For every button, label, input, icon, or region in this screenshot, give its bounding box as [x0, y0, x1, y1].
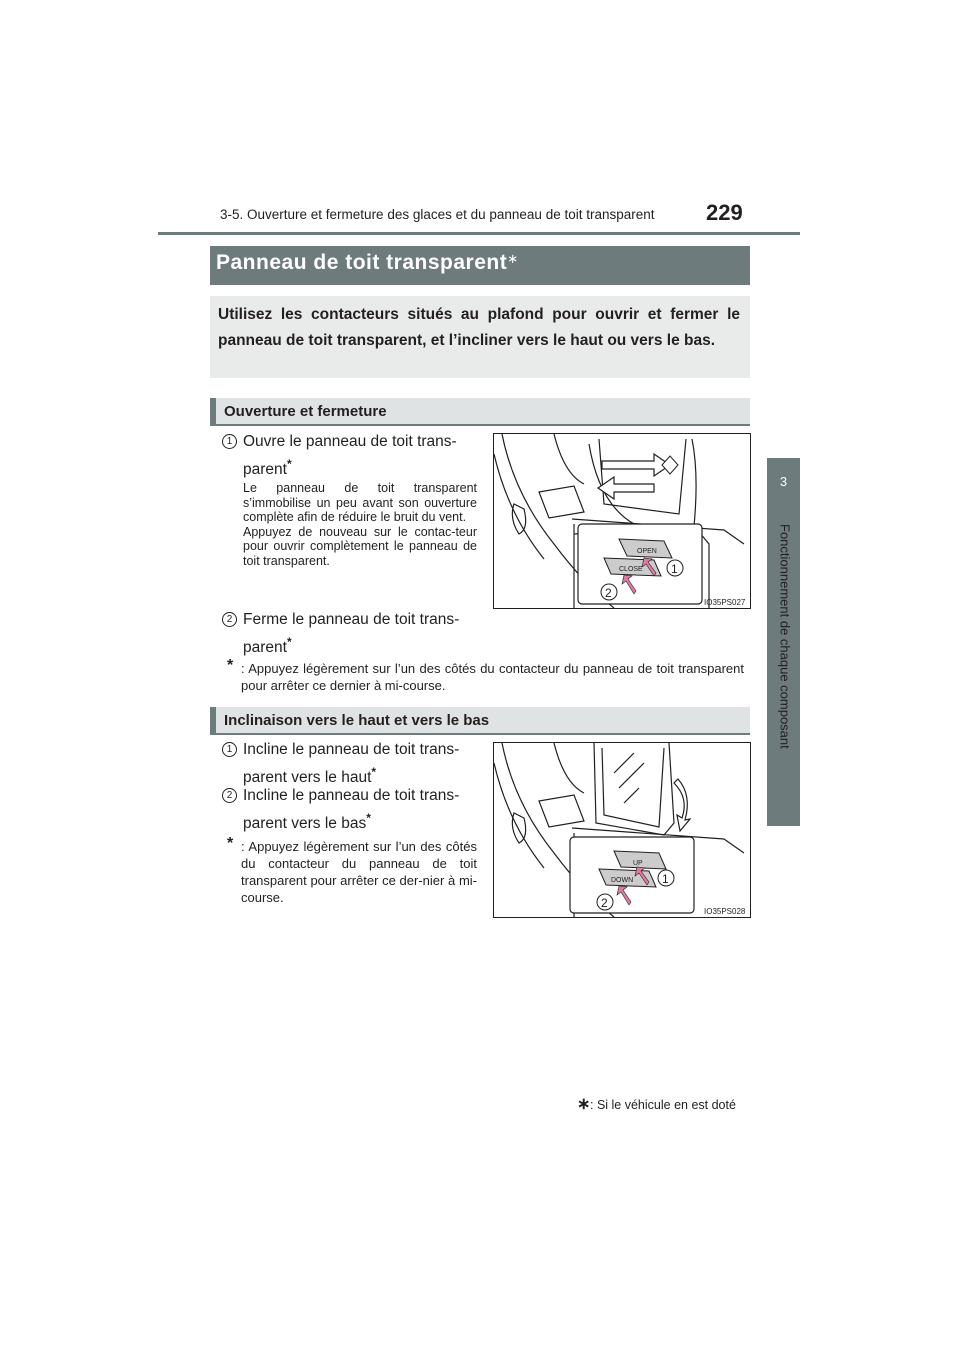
bottom-note-star: ∗: [577, 1096, 591, 1113]
step-number-circle: 2: [222, 612, 237, 627]
section-title-opening: Ouverture et fermeture: [224, 403, 387, 420]
illustration-tilt-drawing: [494, 743, 750, 917]
step-tilt-down-line2: [243, 807, 459, 835]
open-button-label: OPEN: [637, 548, 657, 555]
step-tilt-down-line2-text: parent vers le bas: [243, 815, 367, 833]
illustration-open-close-drawing: [494, 434, 750, 608]
chapter-side-label-text: Fonctionnement de chaque composant: [777, 524, 793, 749]
page-number: 229: [706, 200, 743, 225]
step-tilt-down: [243, 785, 459, 835]
callout-2: 2: [605, 586, 612, 600]
illustration-tilt: [493, 742, 751, 918]
step-tilt-up-line2-text: parent vers le haut: [243, 769, 372, 787]
step-number-circle: 1: [222, 434, 237, 449]
step-open: [243, 431, 457, 481]
step-open-line2-text: parent: [243, 461, 287, 479]
step-open-note-text: Le panneau de toit transparent s’immobilise un peu avant son ouverture complète afin de réduire le bruit du vent.: [243, 481, 477, 524]
step-open-line2: [243, 453, 457, 481]
step-close-line2: [243, 631, 459, 659]
illustration-open-close: [493, 433, 751, 609]
close-button-label: CLOSE: [619, 566, 643, 573]
callout-1: 1: [662, 872, 669, 886]
footnote-tilt: [227, 835, 477, 906]
footnote-tilt-text: : Appuyez légèrement sur l’un des côtés du contacteur du panneau de toit transparent pour arrêter ce der-nier à mi-course.: [241, 839, 477, 905]
chapter-side-label: [770, 524, 800, 824]
step-open-line1: Ouvre le panneau de toit trans-: [243, 433, 457, 450]
bottom-note: : Si le véhicule en est doté: [590, 1098, 736, 1112]
footnote-ref: *: [371, 765, 377, 779]
chapter-tab-number: 3: [779, 474, 788, 489]
footnote-star: *: [227, 835, 234, 852]
optional-equipment-mark: ∗: [507, 251, 519, 266]
intro-text: Utilisez les contacteurs situés au plafond pour ouvrir et fermer le panneau de toit transparent, et l’incliner vers le haut ou vers le bas.: [218, 306, 740, 349]
step-number-circle: 1: [222, 742, 237, 757]
section-title-tilt: Inclinaison vers le haut et vers le bas: [224, 712, 490, 729]
step-open-note-text-2: Appuyez de nouveau sur le contac-teur pour ouvrir complètement le panneau de toit transparent.: [243, 524, 477, 568]
step-tilt-up-line1: Incline le panneau de toit trans-: [243, 741, 460, 758]
figure-id: IO35PS028: [704, 907, 746, 916]
step-tilt-up: [243, 739, 459, 789]
callout-1: 1: [671, 562, 678, 576]
step-open-note: [243, 481, 477, 568]
figure-id: IO35PS027: [704, 598, 746, 607]
page-title: [216, 251, 519, 275]
step-number-circle: 2: [222, 788, 237, 803]
callout-2: 2: [601, 896, 608, 910]
down-button-label: DOWN: [611, 877, 634, 884]
footnote-ref: *: [286, 457, 292, 471]
footnote-star: *: [227, 657, 234, 674]
up-button-label: UP: [633, 860, 643, 867]
step-close-line2-text: parent: [243, 639, 287, 657]
footnote-ref: *: [366, 811, 371, 825]
step-close: [243, 609, 459, 659]
chapter-heading: 3-5. Ouverture et fermeture des glaces et du panneau de toit transparent: [220, 207, 655, 222]
header-rule: [158, 232, 800, 235]
step-close-line1: Ferme le panneau de toit trans-: [243, 611, 460, 628]
page-title-text: Panneau de toit transparent: [216, 251, 508, 274]
footnote-ref: *: [286, 635, 292, 649]
footnote-opening: [227, 657, 744, 694]
footnote-opening-text: : Appuyez légèrement sur l’un des côtés du contacteur du panneau de toit transparent pour arrêter ce dernier à mi-course.: [241, 661, 744, 693]
step-tilt-down-line1: Incline le panneau de toit trans-: [243, 787, 460, 804]
